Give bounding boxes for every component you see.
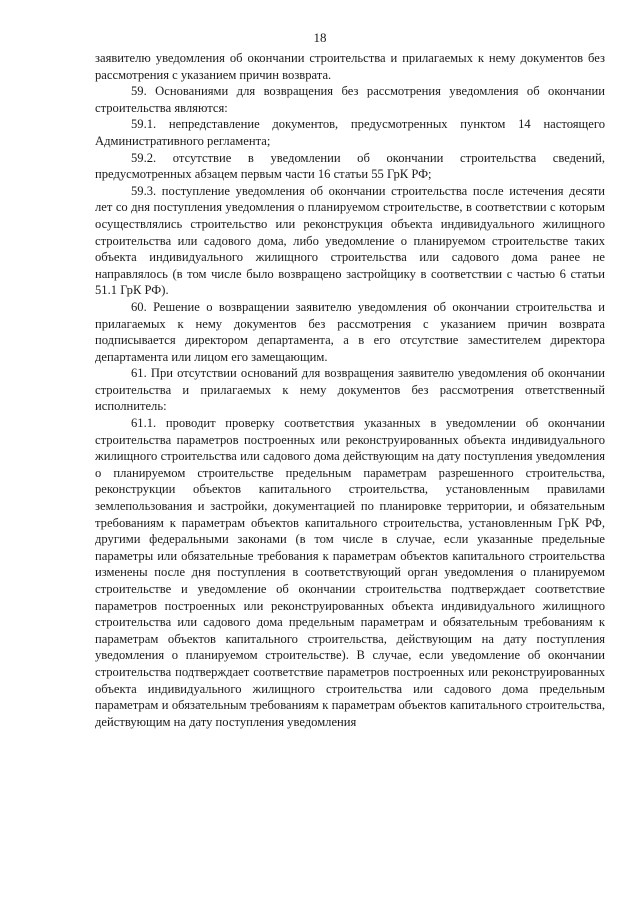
paragraph: 59.1. непредставление документов, предусмотренных пунктом 14 настоящего Административного регламента;: [95, 117, 605, 148]
paragraph: 60. Решение о возвращении заявителю уведомления об окончании строительства и прилагаемых к нему документов без рассмотрения с указанием причин возврата подписывается директором департамента, а в его отсутствие заместителем директора департамента или лицом его замещающим.: [95, 299, 605, 364]
paragraph: 59. Основаниями для возвращения без рассмотрения уведомления об окончании строительства являются:: [95, 84, 605, 115]
paragraph: 61. При отсутствии оснований для возвращения заявителю уведомления об окончании строительства и прилагаемых к нему документов без рассмотрения ответственный исполнитель:: [95, 366, 605, 414]
document-body: [95, 50, 605, 730]
paragraph: 59.3. поступление уведомления об окончании строительства после истечения десяти лет со дня поступления уведомления о планируемом строительстве, в соответствии с которым осуществлялись строительство или реконструкция объекта индивидуального жилищного строительства или садового дома, либо уведомление о планируемом строительстве таких объекта индивидуального жилищного строительства или садового дома ранее не направлялось (в том числе было возвращено застройщику в соответствии с частью 6 статьи 51.1 ГрК РФ).: [95, 183, 605, 298]
paragraph: 61.1. проводит проверку соответствия указанных в уведомлении об окончании строительства параметров построенных или реконструированных объекта индивидуального жилищного строительства или садового дома действующим на дату поступления уведомления о планируемом строительстве предельным параметрам разрешенного строительства, реконструкции объектов капитального строительства, установленным правилами землепользования и застройки, документацией по планировке территории, и обязательным требованиям к параметрам объектов капитального строительства, установленным ГрК РФ, другими федеральными законами (в том числе в случае, если указанные предельные параметры или обязательные требования к параметрам объектов капитального строительства изменены после дня поступления в соответствующий орган уведомления о планируемом строительстве и уведомление об окончании строительства подтверждает соответствие параметров построенных или реконструированных объекта индивидуального жилищного строительства или садового дома предельным параметрам и обязательным требованиям к параметрам объектов капитального строительства, действующим на дату поступления уведомления о планируемом строительстве). В случае, если уведомление об окончании строительства подтверждает соответствие параметров построенных или реконструированных объекта индивидуального жилищного строительства или садового дома предельным параметрам и обязательным требованиям к параметрам объектов капитального строительства, действующим на дату поступления уведомления: [95, 416, 605, 729]
page-number: 18: [313, 30, 327, 45]
paragraph: заявителю уведомления об окончании строительства и прилагаемых к нему документов без рассмотрения с указанием причин возврата.: [95, 51, 605, 82]
paragraph: 59.2. отсутствие в уведомлении об окончании строительства сведений, предусмотренных абзацем первым части 16 статьи 55 ГрК РФ;: [95, 150, 605, 182]
